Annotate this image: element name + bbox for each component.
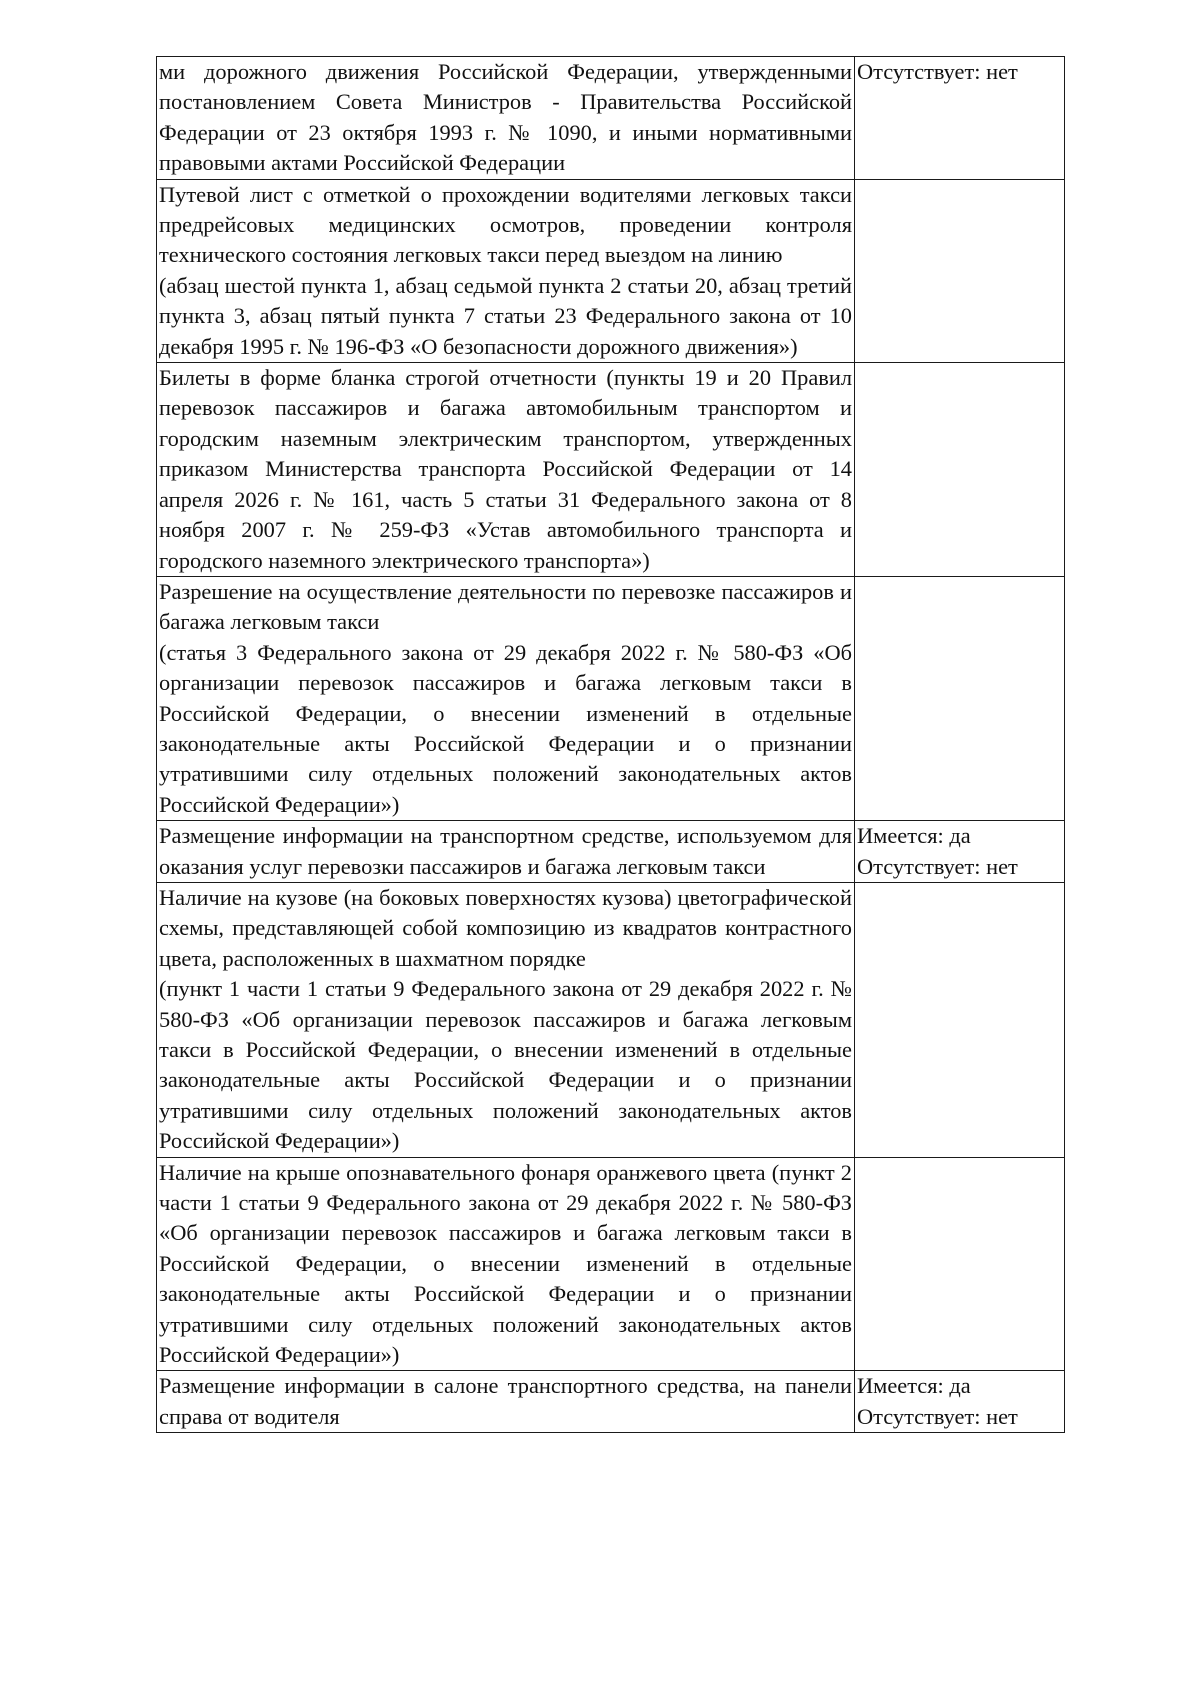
status-cell: [855, 1371, 1065, 1433]
requirement-text: Наличие на кузове (на боковых поверхностях кузова) цветографической схемы, представляющей собой композицию из квадратов контрастного цвета, расположенных в шахматном порядке: [159, 884, 852, 971]
requirement-cell: [157, 576, 855, 820]
requirement-cell: [157, 57, 855, 180]
requirement-text: Наличие на крыше опознавательного фонаря оранжевого цвета (пункт 2 части 1 статьи 9 Федерального закона от 29 декабря 2022 г. № 580-ФЗ «Об организации перевозок пассажиров и багажа легковым такси в Российской Федерации, о внесении изменений в отдельные законодательные акты Российской Федерации и о признании утратившими силу отдельных положений законодательных актов Российской Федерации»): [159, 1159, 852, 1368]
status-cell: [855, 576, 1065, 820]
table-row: [157, 576, 1065, 820]
status-cell: [855, 57, 1065, 180]
legal-reference-text: (пункт 1 части 1 статьи 9 Федерального закона от 29 декабря 2022 г. № 580-ФЗ «Об организации перевозок пассажиров и багажа легковым такси в Российской Федерации, о внесении изменений в отдельные законодательные акты Российской Федерации и о признании утратившими силу отдельных положений законодательных актов Российской Федерации»): [159, 976, 852, 1154]
requirement-text: Билеты в форме бланка строгой отчетности (пункты 19 и 20 Правил перевозок пассажиров и багажа автомобильным транспортом и городским наземным электрическим транспортом, утвержденных приказом Министерства транспорта Российской Федерации от 14 апреля 2026 г. № 161, часть 5 статьи 31 Федерального закона от 8 ноября 2007 г. № 259-ФЗ «Устав автомобильного транспорта и городского наземного электрического транспорта»): [159, 365, 852, 573]
status-text: Имеется: да: [857, 823, 971, 849]
requirement-cell: [157, 363, 855, 577]
requirement-text: Размещение информации на транспортном средстве, используемом для оказания услуг перевозки пассажиров и багажа легковым такси: [159, 823, 852, 879]
status-text: Отсутствует: нет: [857, 853, 1018, 879]
status-cell: [855, 821, 1065, 883]
requirement-cell: [157, 882, 855, 1157]
status-cell: [855, 179, 1065, 362]
table-row: [157, 1371, 1065, 1433]
requirement-text: Размещение информации в салоне транспортного средства, на панели справа от водителя: [159, 1373, 852, 1429]
status-cell: [855, 363, 1065, 577]
table-row: [157, 882, 1065, 1157]
requirement-text: Путевой лист с отметкой о прохождении водителями легковых такси предрейсовых медицинских осмотров, проведении контроля технического состояния легковых такси перед выездом на линию: [159, 181, 852, 268]
requirement-cell: [157, 1157, 855, 1371]
requirement-cell: [157, 821, 855, 883]
requirement-text: Разрешение на осуществление деятельности по перевозке пассажиров и багажа легковым такси: [159, 578, 852, 635]
status-text: Имеется: да: [857, 1373, 971, 1399]
requirement-cell: [157, 179, 855, 362]
table-row: [157, 57, 1065, 180]
table-row: [157, 363, 1065, 577]
status-text: Отсутствует: нет: [857, 1403, 1018, 1429]
requirement-cell: [157, 1371, 855, 1433]
status-cell: [855, 882, 1065, 1157]
status-text: Отсутствует: нет: [857, 59, 1018, 84]
requirements-table: [156, 56, 1065, 1433]
legal-reference-text: (статья 3 Федерального закона от 29 декабря 2022 г. № 580-ФЗ «Об организации перевозок пассажиров и багажа легковым такси в Российской Федерации, о внесении изменений в отдельные законодательные акты Российской Федерации и о признании утратившими силу отдельных положений законодательных актов Российской Федерации»): [159, 639, 852, 817]
table-row: [157, 1157, 1065, 1371]
table-row: [157, 821, 1065, 883]
legal-reference-text: (абзац шестой пункта 1, абзац седьмой пункта 2 статьи 20, абзац третий пункта 3, абзац пятый пункта 7 статьи 23 Федерального закона от 10 декабря 1995 г. № 196-ФЗ «О безопасности дорожного движения»): [159, 272, 852, 359]
table-row: [157, 179, 1065, 362]
status-cell: [855, 1157, 1065, 1371]
requirement-text: ми дорожного движения Российской Федерации, утвержденными постановлением Совета Министров - Правительства Российской Федерации от 23 октября 1993 г. № 1090, и иными нормативными правовыми актами Российской Федерации: [159, 59, 852, 176]
